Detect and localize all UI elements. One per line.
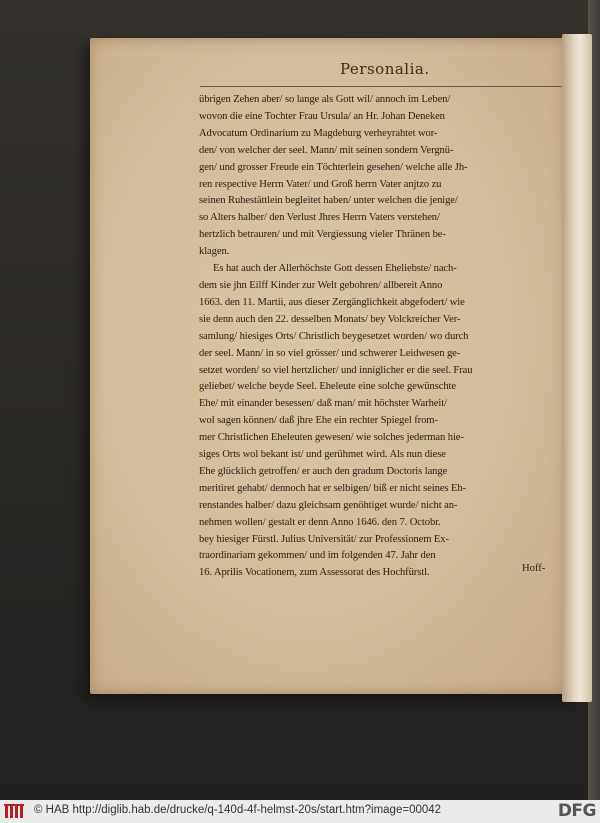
text-line: Es hat auch der Allerhöchste Gott dessen Eheliebste/ nach-: [213, 263, 457, 275]
hab-logo-icon: [4, 804, 28, 819]
text-line: seinen Ruhestättlein begleitet haben/ unter welchen die jenige/: [199, 195, 458, 207]
body-text: [199, 92, 569, 582]
text-line: traordinariam gekommen/ und im folgenden 47. Jahr den: [199, 550, 436, 562]
viewer-footer: [0, 800, 600, 823]
text-line: so Alters halber/ den Verlust Jhres Herrn Vaters verstehen/: [199, 212, 440, 224]
text-line: nehmen wollen/ gestalt er denn Anno 1646. den 7. Octobr.: [199, 516, 441, 528]
text-line: geliebet/ welche beyde Seel. Eheleute eine solche gewünschte: [199, 381, 456, 393]
text-line: setzet worden/ so viel hertzlicher/ und inniglicher er die seel. Frau: [199, 364, 473, 376]
text-line: klagen.: [199, 246, 230, 258]
text-line: renstandes halber/ dazu gleichsam genöhtiget wurde/ nicht an-: [199, 499, 458, 511]
header-rule: [200, 86, 562, 87]
text-line: wovon die eine Tochter Frau Ursula/ an Hr. Johan Deneken: [199, 110, 445, 122]
text-line: gen/ und grosser Freude ein Töchterlein gesehen/ welche alle Jh-: [199, 161, 468, 173]
text-line: Advocatum Ordinarium zu Magdeburg verheyrahtet wor-: [199, 127, 438, 139]
text-line: ren respective Herrn Vater/ und Groß herrn Vater anjtzo zu: [199, 178, 442, 190]
running-head: Personalia.: [340, 60, 430, 78]
text-line: den/ von welcher der seel. Mann/ mit seinen sondern Vergnü-: [199, 144, 454, 156]
catchword: Hoff-: [522, 563, 546, 574]
text-line: siges Orts wol bekant ist/ und gerühmet wird. Als nun diese: [199, 449, 446, 461]
text-line: meritiret gehabt/ dennoch hat er selbigen/ biß er nicht seines Eh-: [199, 482, 466, 494]
text-line: bey hiesiger Fürstl. Julius Universität/ zur Professionem Ex-: [199, 533, 449, 545]
text-line: mer Christlichen Eheleuten gewesen/ wie solches jederman hie-: [199, 432, 464, 444]
copyright-link[interactable]: © HAB http://diglib.hab.de/drucke/q-140d-4f-helmst-20s/start.htm?image=00042: [34, 804, 442, 816]
text-line: dem sie jhn Eilff Kinder zur Welt gebohren/ allbereit Anno: [199, 279, 443, 291]
text-line: der seel. Mann/ in so viel grösser/ und schwerer Leidwesen ge-: [199, 347, 461, 359]
text-line: Ehe/ mit einander besessen/ daß man/ mit höchster Warheit/: [199, 398, 447, 410]
text-line: Ehe glücklich getroffen/ er auch den gradum Doctoris lange: [199, 465, 448, 477]
text-line: samlung/ hiesiges Orts/ Christlich beygesetzet worden/ wo durch: [199, 330, 469, 342]
text-line: hertzlich betrauren/ und mit Vergiessung vieler Thränen be-: [199, 229, 446, 241]
dfg-logo: DFG: [557, 801, 596, 821]
text-line: 1663. den 11. Martii, aus dieser Zergänglichkeit abgefodert/ wie: [199, 296, 465, 308]
text-line: sie denn auch den 22. desselben Monats/ bey Volckreicher Ver-: [199, 313, 461, 325]
text-line: 16. Aprilis Vocationem, zum Assessorat des Hochfürstl.: [199, 567, 430, 579]
text-line: wol sagen können/ daß jhre Ehe ein rechter Spiegel from-: [199, 415, 438, 427]
text-line: übrigen Zehen aber/ so lange als Gott wil/ annoch im Leben/: [199, 94, 451, 105]
